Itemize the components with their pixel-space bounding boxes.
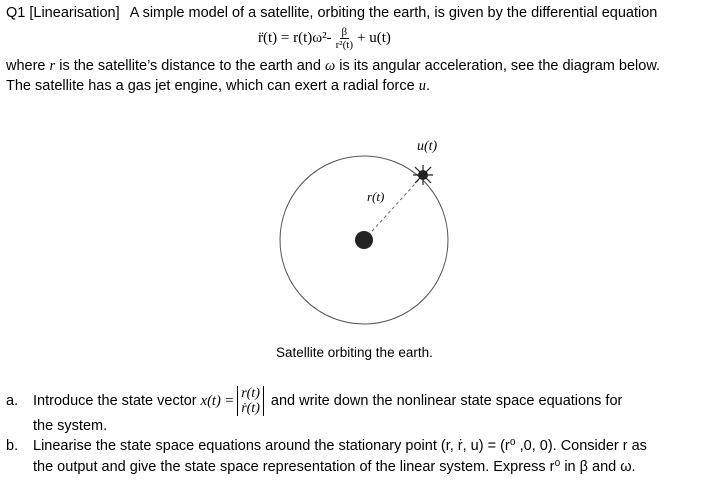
text: is its angular acceleration, see the diagram below. [335, 58, 661, 74]
force-label: u(t) [417, 139, 438, 154]
text: The satellite has a gas jet engine, which can exert a radial force [6, 78, 419, 94]
question-b [6, 438, 647, 454]
state-vector-lhs: x(t) = [200, 392, 235, 409]
var-r: r [49, 58, 56, 74]
equation-lhs: r̈(t) = r(t)ω²- [258, 30, 332, 46]
question-intro: A simple model of a satellite, orbiting the earth, is given by the differential equation [129, 5, 658, 21]
question-a [6, 386, 622, 416]
question-a-text-2: and write down the nonlinear state space equations for [266, 392, 623, 409]
question-a-text: Introduce the state vector [33, 392, 201, 409]
question-b-continuation: the output and give the state space representation of the linear system. Express r⁰ in β and ω. [33, 459, 636, 475]
diagram-caption: Satellite orbiting the earth. [276, 345, 433, 360]
question-a-continuation: the system. [33, 418, 108, 434]
var-omega: ω [324, 58, 336, 74]
state-vector-top: r(t) [241, 386, 260, 401]
radius-label: r(t) [367, 189, 385, 204]
question-b-marker: b. [6, 438, 19, 454]
state-vector-bottom: ṙ(t) [241, 401, 260, 416]
satellite-icon [413, 165, 433, 185]
fraction-denominator: r²(t) [335, 39, 353, 51]
fraction-numerator: β [341, 26, 348, 38]
question-a-marker: a. [6, 392, 19, 409]
question-b-text: Linearise the state space equations around the stationary point (r, ṙ, u) = (r⁰ ,0, 0). Consider r as [33, 438, 647, 454]
var-u: u [418, 78, 426, 94]
question-title: Q1 [Linearisation] [6, 5, 120, 21]
text: is the satellite’s distance to the earth and [55, 58, 325, 74]
earth-dot [355, 231, 373, 249]
text: where [6, 58, 50, 74]
radius-line [364, 175, 423, 240]
equation-rhs: + u(t) [356, 30, 391, 46]
state-vector [237, 386, 264, 416]
text: . [425, 78, 430, 94]
